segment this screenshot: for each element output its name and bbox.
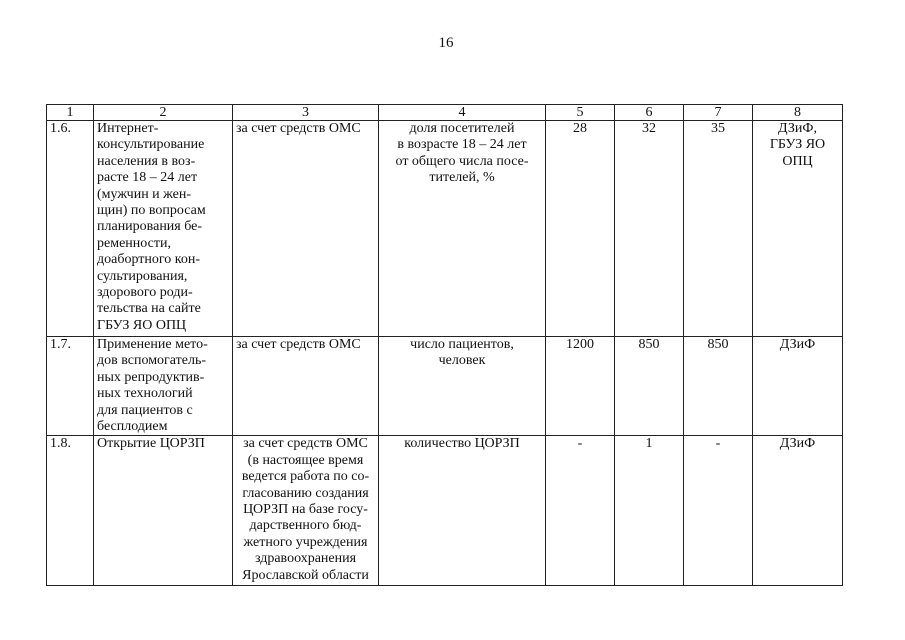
indicator-cell: доля посетителей в возрасте 18 – 24 лет от общего числа посе- тителей, %	[379, 121, 546, 337]
value-cell-5: 28	[546, 121, 615, 337]
executor-cell: ДЗиФ, ГБУЗ ЯО ОПЦ	[753, 121, 843, 337]
table-header-row	[47, 105, 843, 121]
funding-cell: за счет средств ОМС	[233, 337, 379, 436]
funding-cell: за счет средств ОМС (в настоящее время ведется работа по со- гласованию создания ЦОРЗП на базе госу- дарственного бюд- жетного учреждения здравоохранения Ярославской области	[233, 436, 379, 586]
activity-cell: Интернет- консультирование населения в воз- расте 18 – 24 лет (мужчин и жен- щин) по вопросам планирования бе- ременности, доабортного кон- сультирования, здорового роди- тельства на сайте ГБУЗ ЯО ОПЦ	[94, 121, 233, 337]
header-cell: 5	[546, 105, 615, 121]
value-cell-6: 32	[615, 121, 684, 337]
table-row	[47, 337, 843, 436]
activity-cell: Открытие ЦОРЗП	[94, 436, 233, 586]
executor-cell: ДЗиФ	[753, 337, 843, 436]
row-number: 1.8.	[47, 436, 94, 586]
executor-cell: ДЗиФ	[753, 436, 843, 586]
activity-cell: Применение мето- дов вспомогатель- ных репродуктив- ных технологий для пациентов с бесплодием	[94, 337, 233, 436]
table-row	[47, 121, 843, 337]
header-cell: 8	[753, 105, 843, 121]
indicator-cell: количество ЦОРЗП	[379, 436, 546, 586]
value-cell-7: 850	[684, 337, 753, 436]
table-row	[47, 436, 843, 586]
header-cell: 6	[615, 105, 684, 121]
header-cell: 7	[684, 105, 753, 121]
value-cell-5: 1200	[546, 337, 615, 436]
plan-table	[46, 104, 843, 586]
funding-cell: за счет средств ОМС	[233, 121, 379, 337]
header-cell: 3	[233, 105, 379, 121]
page-number: 16	[438, 35, 454, 51]
value-cell-6: 850	[615, 337, 684, 436]
value-cell-7: 35	[684, 121, 753, 337]
value-cell-6: 1	[615, 436, 684, 586]
indicator-cell: число пациентов, человек	[379, 337, 546, 436]
value-cell-5: -	[546, 436, 615, 586]
header-cell: 2	[94, 105, 233, 121]
header-cell: 4	[379, 105, 546, 121]
row-number: 1.7.	[47, 337, 94, 436]
row-number: 1.6.	[47, 121, 94, 337]
header-cell: 1	[47, 105, 94, 121]
value-cell-7: -	[684, 436, 753, 586]
